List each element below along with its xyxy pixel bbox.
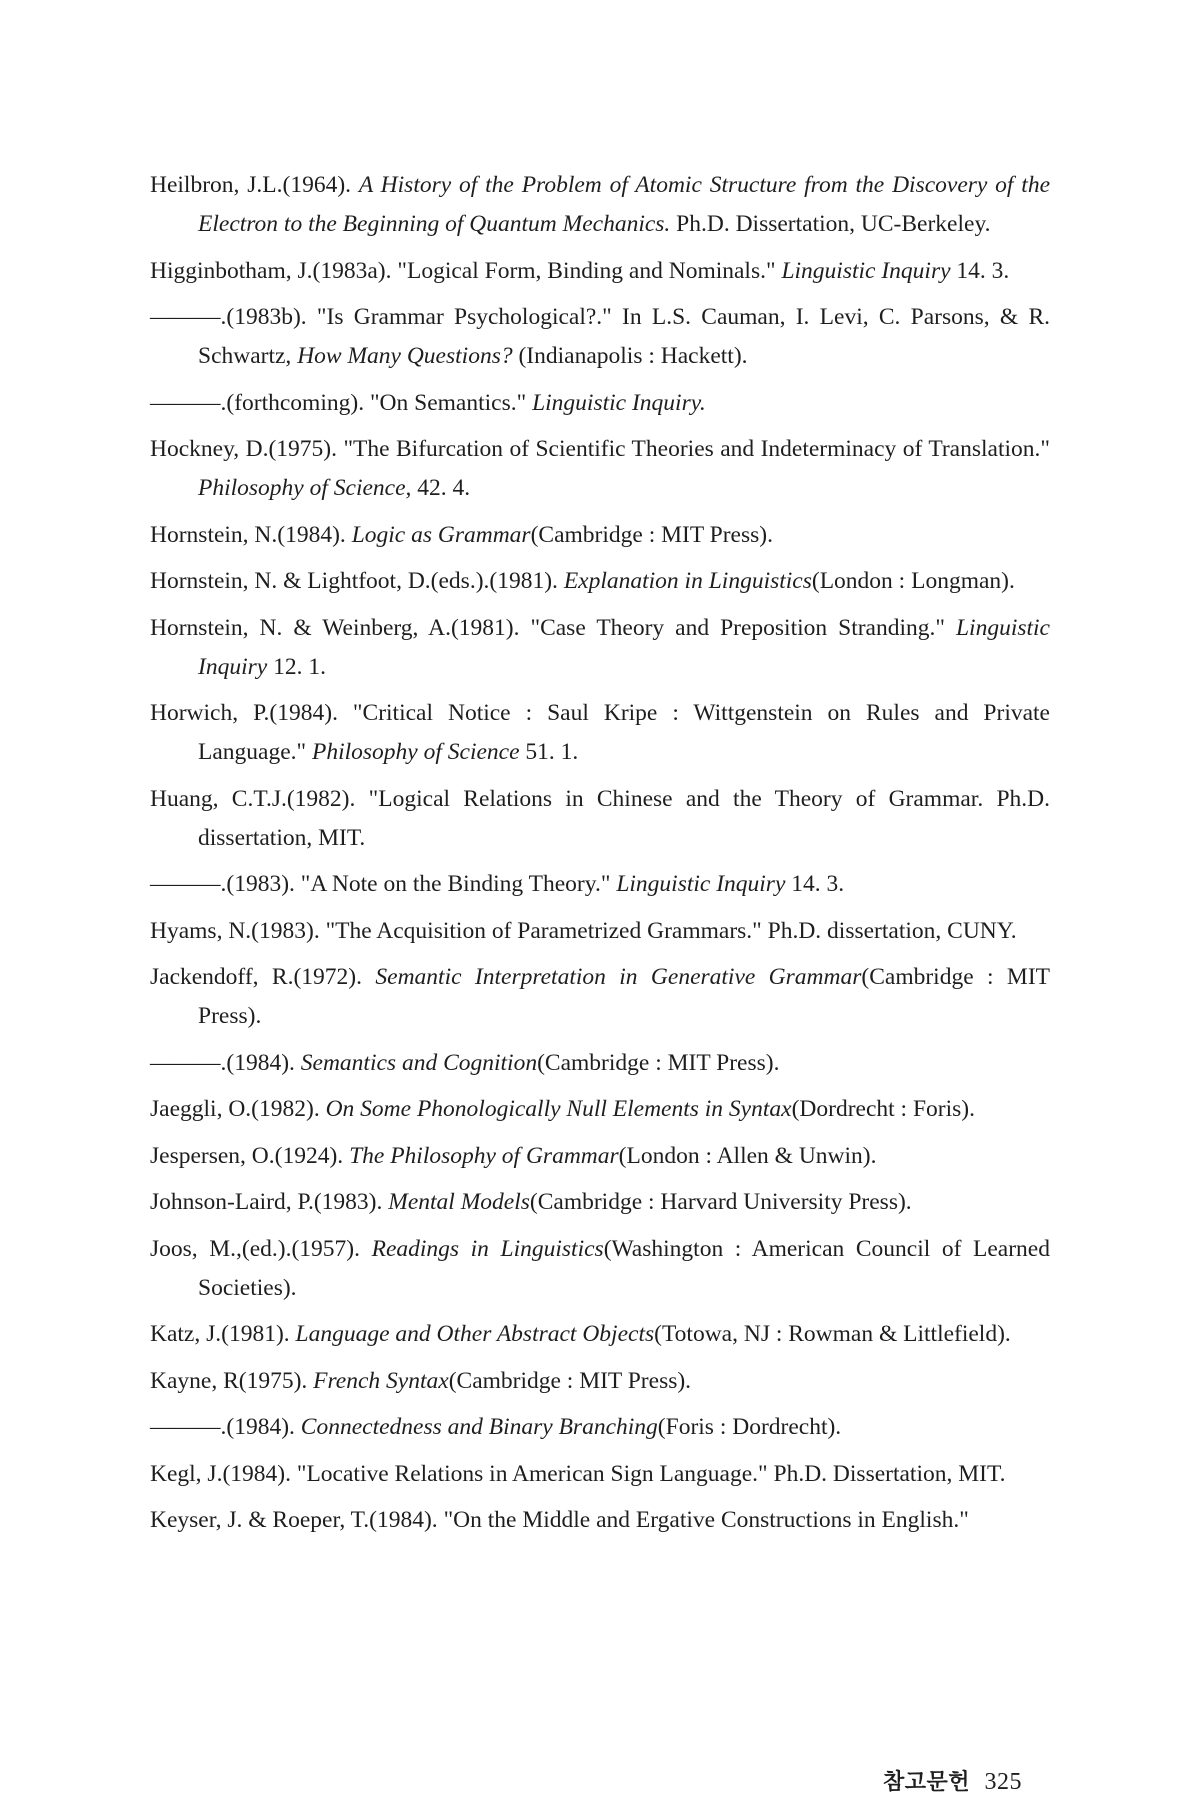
reference-year: (1975). [268,436,337,462]
reference-text: "Case Theory and Preposition Stranding." [519,614,956,641]
reference-title: A History of the Problem of Atomic Structure from the Discovery of the Electron to the Beginning of Quantum Mechanics. [198,172,1051,237]
reference-entry [150,1230,1050,1308]
reference-entry [150,1455,1050,1494]
reference-year: (1983). [226,871,295,897]
reference-title: On Some Phonologically Null Elements in Syntax [325,1096,792,1122]
reference-title: Readings in Linguistics [371,1235,604,1262]
reference-entry [150,694,1050,772]
reference-list [150,166,1050,1548]
reference-title: Mental Models [388,1189,530,1215]
reference-author: ———. [150,304,227,330]
reference-text: "A Note on the Binding Theory." [294,871,617,897]
reference-title: Language and Other Abstract Objects [295,1321,655,1347]
reference-author: Jespersen, O. [150,1142,275,1169]
reference-author: Huang, C.T.J. [150,785,287,812]
reference-title: The Philosophy of Grammar [349,1142,619,1169]
reference-entry [150,1183,1050,1222]
reference-year: (1984). [226,1414,295,1440]
reference-text [351,172,359,198]
reference-year: (1924). [274,1142,344,1169]
reference-entry [150,1408,1050,1447]
reference-year: (1983). [251,917,320,944]
reference-text: "The Bifurcation of Scientific Theories and Indeterminacy of Translation." [337,436,1050,462]
reference-text: "On the Middle and Ergative Constructions in English." [437,1507,969,1533]
reference-text: "Logical Form, Binding and Nominals." [391,257,782,284]
reference-entry [150,1501,1050,1540]
reference-year: (1972). [293,964,362,990]
reference-author: ———. [150,871,227,897]
reference-title: Philosophy of Science, [198,475,412,501]
reference-year: (1983a). [312,257,392,284]
reference-suffix: (Dordrecht : Foris). [791,1096,975,1122]
reference-entry [150,1044,1050,1083]
reference-entry [150,562,1050,601]
reference-suffix: (Totowa, NJ : Rowman & Littlefield). [654,1321,1011,1347]
reference-text: "Critical Notice : Saul Kripe : Wittgenstein on Rules and Private Language." [198,700,1050,765]
reference-suffix: 14. 3. [950,257,1010,284]
reference-author: Kegl, J. [150,1460,223,1487]
reference-year: (1983). [313,1189,383,1215]
reference-entry [150,865,1050,904]
reference-text: "The Acquisition of Parametrized Grammars." Ph.D. dissertation, CUNY. [319,917,1017,944]
reference-text [362,964,375,990]
reference-year: (1981). [450,614,520,641]
reference-year: (1984). [226,1049,295,1076]
reference-author: ———. [150,389,227,416]
reference-year: (1984). [277,521,346,548]
reference-entry [150,780,1050,858]
reference-year: (1984). [269,700,338,726]
reference-suffix: 42. 4. [411,475,471,501]
reference-author: Higginbotham, J. [150,257,313,284]
reference-author: Johnson-Laird, P. [150,1189,314,1215]
reference-entry [150,1137,1050,1176]
reference-author: ———. [150,1414,227,1440]
reference-title: Linguistic Inquiry [198,614,1050,680]
reference-author: Keyser, J. & Roeper, T. [150,1507,370,1533]
reference-title: Connectedness and Binary Branching [300,1414,658,1440]
reference-suffix: (Cambridge : MIT Press). [537,1049,780,1076]
reference-entry [150,609,1050,687]
reference-year: (1981). [489,568,558,594]
reference-suffix: 14. 3. [785,871,845,897]
reference-entry [150,166,1050,244]
reference-year: (1982). [286,785,356,812]
reference-suffix: (London : Longman). [811,568,1015,594]
reference-entry [150,1315,1050,1354]
reference-entry [150,252,1050,291]
reference-suffix: 12. 1. [267,653,326,680]
reference-year: (1964). [282,172,352,198]
reference-entry [150,1090,1050,1129]
reference-entry [150,516,1050,555]
reference-suffix: (London : Allen & Unwin). [618,1142,877,1169]
reference-suffix: (Cambridge : MIT Press). [198,964,1050,1029]
reference-title: Philosophy of Science [312,739,520,765]
reference-title: Semantic Interpretation in Generative Grammar [375,964,862,990]
page-number: 325 [984,1769,1022,1795]
reference-suffix: (Foris : Dordrecht). [657,1414,842,1440]
reference-year: (1981). [221,1321,290,1347]
reference-author: Jaeggli, O. [150,1096,252,1122]
reference-text [360,1236,372,1262]
reference-text: "On Semantics." [364,389,533,416]
reference-author: Hockney, D. [150,436,269,462]
section-label: 참고문헌 [882,1770,970,1795]
reference-suffix: (Cambridge : MIT Press). [530,521,773,548]
reference-year: (forthcoming). [226,389,365,416]
reference-title: French Syntax [313,1367,449,1394]
reference-year: (1975). [238,1367,308,1394]
reference-suffix: 51. 1. [519,739,579,765]
reference-author: Horwich, P. [150,700,270,726]
reference-suffix: (Indianapolis : Hackett). [512,343,748,369]
reference-author: Hornstein, N. [150,521,278,548]
reference-title: Semantics and Cognition [300,1049,538,1076]
reference-year: (1984). [222,1460,291,1487]
reference-suffix: Ph.D. Dissertation, UC-Berkeley. [670,211,991,237]
reference-author: Hornstein, N. & Lightfoot, D.(eds.). [150,568,490,594]
reference-author: Hornstein, N. & Weinberg, A. [150,614,451,641]
reference-text: "Locative Relations in American Sign Language." Ph.D. Dissertation, MIT. [290,1460,1006,1487]
reference-text: "Logical Relations in Chinese and the Theory of Grammar. Ph.D. dissertation, MIT. [198,785,1050,851]
reference-title: Linguistic Inquiry [616,871,786,897]
reference-entry [150,384,1050,423]
reference-year: (1982). [251,1096,320,1122]
reference-year: (1983b). [226,304,307,330]
reference-entry [150,1362,1050,1401]
reference-author: Hyams, N. [150,917,252,944]
reference-author: Katz, J. [150,1321,222,1347]
reference-suffix: (Cambridge : Harvard University Press). [529,1189,912,1215]
reference-author: ———. [150,1049,227,1076]
reference-title: Linguistic Inquiry. [532,389,706,416]
reference-entry [150,298,1050,376]
reference-title: How Many Questions? [297,343,513,369]
reference-text: "Is Grammar Psychological?." In L.S. Cauman, I. Levi, C. Parsons, & R. Schwartz, [198,304,1050,369]
reference-title: Explanation in Linguistics [563,568,812,594]
reference-author: Heilbron, J.L. [150,172,283,198]
reference-title: Linguistic Inquiry [781,257,951,284]
reference-author: Kayne, R [150,1367,239,1394]
reference-title: Logic as Grammar [351,521,531,548]
reference-entry [150,912,1050,951]
reference-year: (1957). [291,1235,361,1262]
reference-author: Jackendoff, R. [150,964,294,990]
reference-suffix: (Cambridge : MIT Press). [448,1367,692,1394]
reference-year: (1984). [369,1507,438,1533]
reference-author: Joos, M.,(ed.). [150,1235,292,1262]
page-footer [883,1765,1022,1796]
reference-entry [150,430,1050,508]
reference-suffix: (Washington : American Council of Learned Societies). [198,1235,1050,1301]
reference-entry [150,958,1050,1036]
